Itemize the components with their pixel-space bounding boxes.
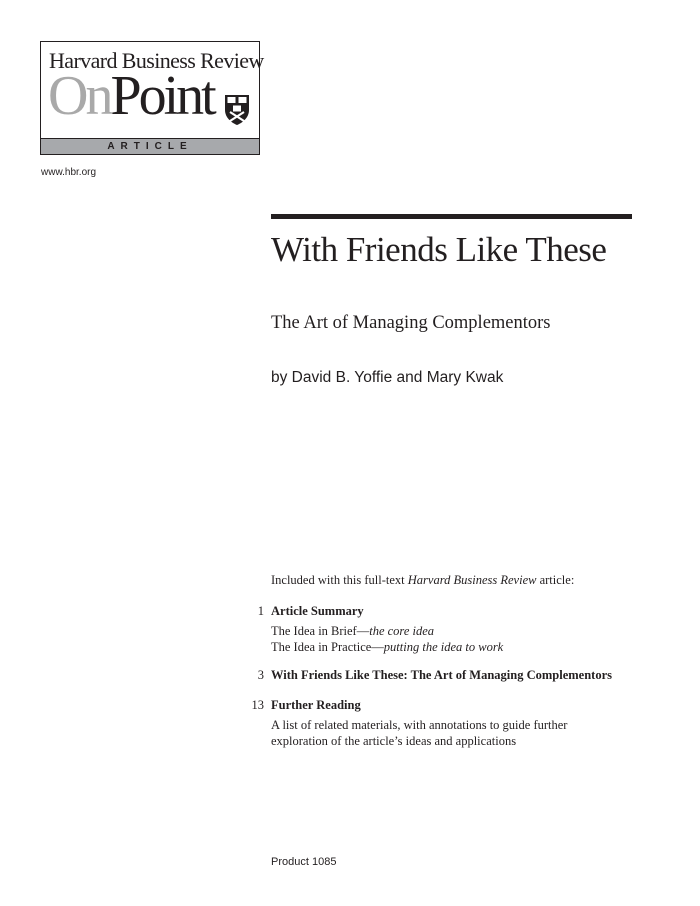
logo-title: Harvard Business Review [49, 48, 264, 73]
toc-page-number: 3 [257, 668, 264, 682]
logo-onpoint-wordmark [48, 65, 214, 127]
included-prefix: Included with this full-text [271, 573, 408, 587]
toc-line: The Idea in Practice—putting the idea to work [271, 640, 504, 654]
website-url: www.hbr.org [41, 167, 97, 178]
product-number: Product 1085 [271, 856, 337, 868]
toc-heading: Further Reading [271, 698, 361, 712]
hbr-onpoint-logo [40, 41, 264, 155]
toc-line: A list of related materials, with annotations to guide further [271, 718, 568, 732]
toc-heading: Article Summary [271, 604, 364, 618]
journal-name: Harvard Business Review [407, 573, 537, 587]
toc-line: The Idea in Brief—the core idea [271, 624, 435, 638]
article-subtitle: The Art of Managing Complementors [271, 313, 551, 333]
logo-point: Point [110, 65, 214, 127]
toc-page-number: 13 [251, 698, 264, 712]
article-authors: by David B. Yoffie and Mary Kwak [271, 369, 504, 386]
logo-on: On [48, 65, 111, 127]
included-suffix: article: [536, 573, 575, 587]
toc-page-number: 1 [257, 604, 264, 618]
harvard-shield-icon [224, 94, 250, 126]
title-rule [271, 214, 632, 219]
included-intro [271, 573, 574, 588]
toc-line: exploration of the article’s ideas and applications [271, 734, 517, 748]
toc-heading: With Friends Like These: The Art of Managing Complementors [271, 668, 612, 682]
logo-article-bar: ARTICLE [41, 138, 259, 154]
article-title: With Friends Like These [271, 230, 607, 269]
